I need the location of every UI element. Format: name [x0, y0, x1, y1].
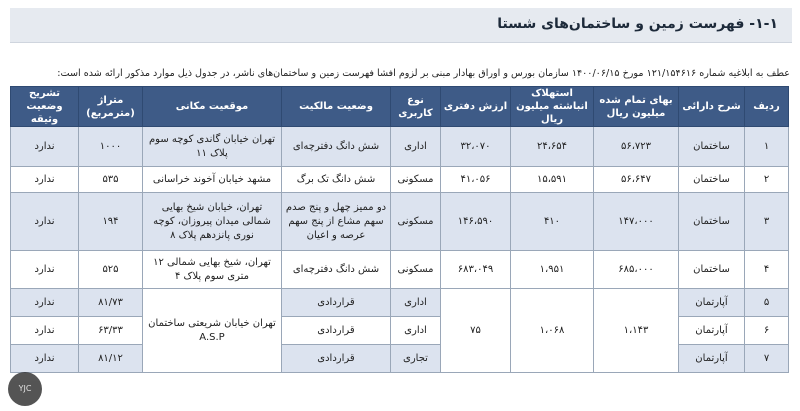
ownership-status: دو ممیز چهل و پنج صدم سهم مشاع از پنج سهم عرصه و اعیان [282, 193, 391, 251]
header-cell: استهلاک انباشته میلیون ریال [511, 87, 594, 127]
book-value: ۷۵ [441, 289, 511, 373]
area: ۵۳۵ [79, 167, 143, 193]
table-row [11, 289, 789, 317]
assets-table [10, 86, 789, 373]
area: ۱۰۰۰ [79, 127, 143, 167]
ownership-status: قراردادی [282, 317, 391, 345]
collateral-status: ندارد [11, 289, 79, 317]
book-value: ۴۱،۰۵۶ [441, 167, 511, 193]
collateral-status: ندارد [11, 193, 79, 251]
cost-value: ۱،۱۴۳ [594, 289, 679, 373]
collateral-status: ندارد [11, 167, 79, 193]
book-value: ۶۸۳،۰۴۹ [441, 251, 511, 289]
usage-type: تجاری [391, 345, 441, 373]
area: ۸۱/۱۲ [79, 345, 143, 373]
depreciation-value: ۲۴،۶۵۴ [511, 127, 594, 167]
row-number: ۷ [745, 345, 789, 373]
header-cell: ردیف [745, 87, 789, 127]
asset-description: ساختمان [679, 167, 745, 193]
location: تهران خیابان شریعتی ساختمان A.S.P [143, 289, 282, 373]
collateral-status: ندارد [11, 127, 79, 167]
depreciation-value: ۱،۹۵۱ [511, 251, 594, 289]
row-number: ۵ [745, 289, 789, 317]
ownership-status: قراردادی [282, 345, 391, 373]
section-title: ۱-۱- فهرست زمین و ساختمان‌های شستا [497, 16, 778, 32]
header-cell: وضعیت مالکیت [282, 87, 391, 127]
asset-description: ساختمان [679, 193, 745, 251]
header-cell: تشریح وضعیت وثیقه [11, 87, 79, 127]
usage-type: اداری [391, 289, 441, 317]
location: مشهد خیابان آخوند خراسانی [143, 167, 282, 193]
row-number: ۶ [745, 317, 789, 345]
area: ۵۲۵ [79, 251, 143, 289]
depreciation-value: ۱،۰۶۸ [511, 289, 594, 373]
collateral-status: ندارد [11, 251, 79, 289]
header-cell: شرح دارائی [679, 87, 745, 127]
table-row [11, 127, 789, 167]
location: تهران، خیابان شیخ بهایی شمالی میدان پیروزان، کوچه نوری پانزدهم پلاک ۸ [143, 193, 282, 251]
cost-value: ۶۸۵،۰۰۰ [594, 251, 679, 289]
usage-type: مسکونی [391, 193, 441, 251]
ownership-status: قراردادی [282, 289, 391, 317]
area: ۱۹۴ [79, 193, 143, 251]
row-number: ۳ [745, 193, 789, 251]
asset-description: آپارتمان [679, 289, 745, 317]
intro-text: عطف به ابلاغیه شماره ۱۲۱/۱۵۴۶۱۶ مورخ ۱۴۰۰/۰۶/۱۵ سازمان بورس و اوراق بهادار مبنی بر لزوم افشا فهرست زمین و ساختمان‌های ناشر، در جدول ذیل موارد مذکور ارائه شده است: [57, 68, 790, 79]
ownership-status: شش دانگ تک برگ [282, 167, 391, 193]
header-cell: ارزش دفتری [441, 87, 511, 127]
watermark-logo: YJC [8, 372, 42, 406]
area: ۸۱/۷۳ [79, 289, 143, 317]
depreciation-value: ۴۱۰ [511, 193, 594, 251]
collateral-status: ندارد [11, 317, 79, 345]
table-row [11, 251, 789, 289]
usage-type: اداری [391, 317, 441, 345]
location: تهران، شیخ بهایی شمالی ۱۲ متری سوم پلاک ۴ [143, 251, 282, 289]
depreciation-value: ۱۵،۵۹۱ [511, 167, 594, 193]
table-row [11, 167, 789, 193]
row-number: ۲ [745, 167, 789, 193]
asset-description: ساختمان [679, 251, 745, 289]
cost-value: ۵۶،۶۴۷ [594, 167, 679, 193]
cost-value: ۵۶،۷۲۳ [594, 127, 679, 167]
row-number: ۱ [745, 127, 789, 167]
book-value: ۱۴۶،۵۹۰ [441, 193, 511, 251]
row-number: ۴ [745, 251, 789, 289]
section-header [10, 8, 792, 43]
table-header-row [11, 87, 789, 127]
ownership-status: شش دانگ دفترچه‌ای [282, 251, 391, 289]
usage-type: مسکونی [391, 251, 441, 289]
header-cell: بهای تمام شده میلیون ریال [594, 87, 679, 127]
book-value: ۳۲،۰۷۰ [441, 127, 511, 167]
header-cell: متراژ (مترمربع) [79, 87, 143, 127]
asset-description: آپارتمان [679, 345, 745, 373]
usage-type: اداری [391, 127, 441, 167]
table-row [11, 193, 789, 251]
area: ۶۳/۳۳ [79, 317, 143, 345]
location: تهران خیابان گاندی کوچه سوم پلاک ۱۱ [143, 127, 282, 167]
usage-type: مسکونی [391, 167, 441, 193]
header-cell: نوع کاربری [391, 87, 441, 127]
ownership-status: شش دانگ دفترچه‌ای [282, 127, 391, 167]
header-cell: موقعیت مکانی [143, 87, 282, 127]
asset-description: ساختمان [679, 127, 745, 167]
asset-description: آپارتمان [679, 317, 745, 345]
collateral-status: ندارد [11, 345, 79, 373]
cost-value: ۱۴۷،۰۰۰ [594, 193, 679, 251]
